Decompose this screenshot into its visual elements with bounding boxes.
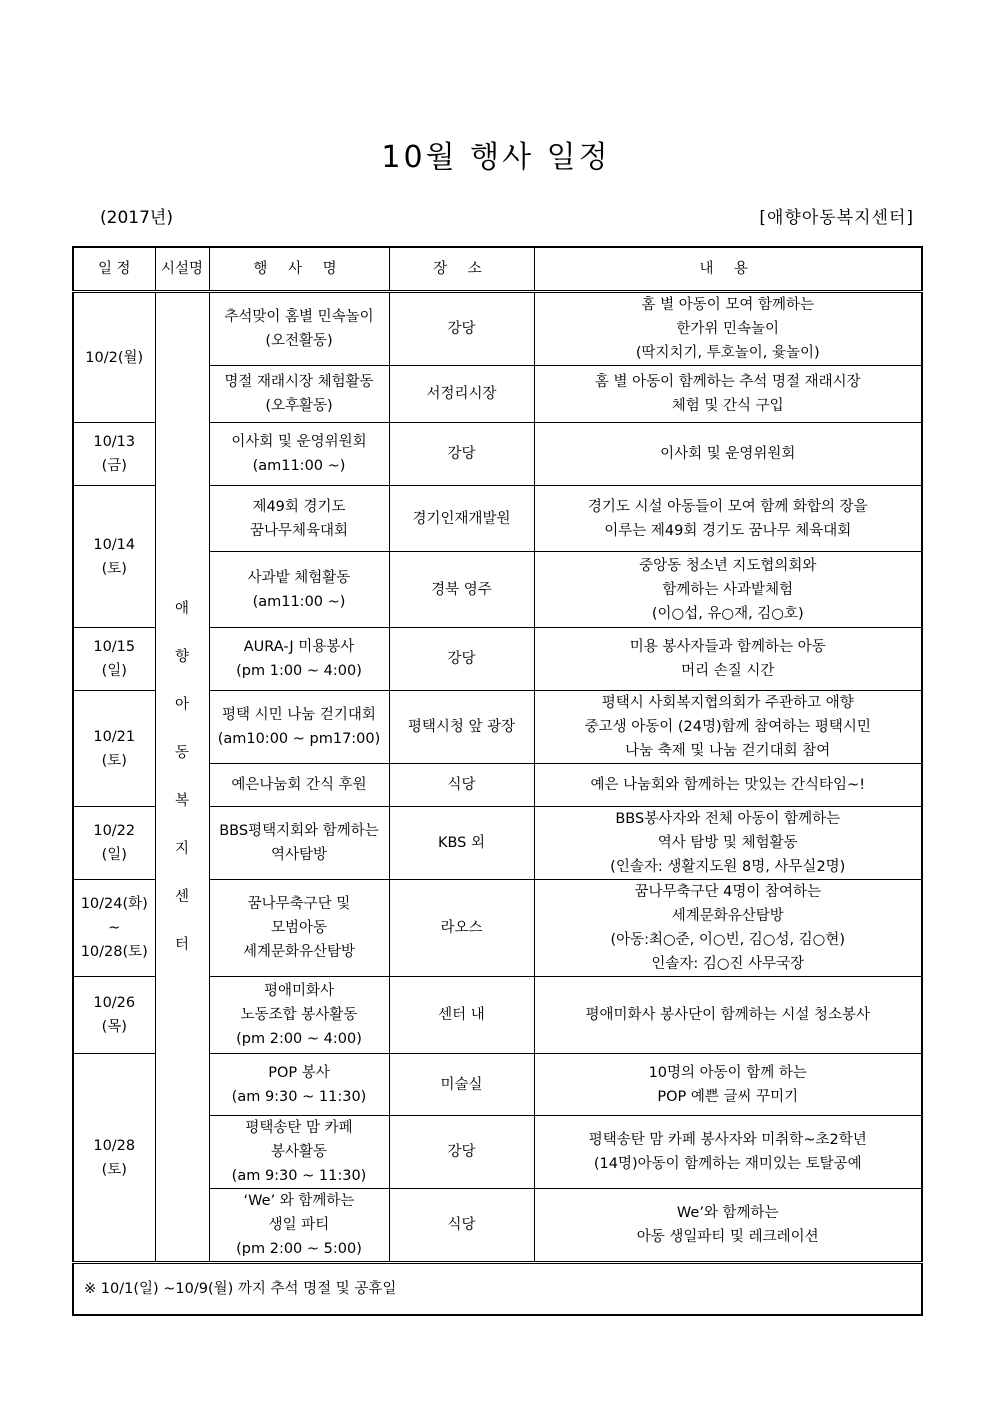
event-name-cell: 사과밭 체험활동 (am11:00 ~): [209, 552, 389, 628]
content-cell: 중앙동 청소년 지도협의회와 함께하는 사과밭체험 (이○섭, 유○재, 김○호): [534, 552, 922, 628]
date-cell: 10/24(화) ~ 10/28(토): [73, 880, 155, 977]
event-name-cell: BBS평택지회와 함께하는 역사탐방: [209, 807, 389, 880]
date-cell: 10/28 (토): [73, 1054, 155, 1263]
event-name-cell: 제49회 경기도 꿈나무체육대회: [209, 486, 389, 552]
event-name-cell: 평택 시민 나눔 걷기대회 (am10:00 ~ pm17:00): [209, 691, 389, 764]
place-cell: 서정리시장: [389, 366, 534, 423]
event-name-cell: ‘We’ 와 함께하는 생일 파티 (pm 2:00 ~ 5:00): [209, 1189, 389, 1263]
table-header-row: [73, 247, 922, 292]
date-cell: 10/21 (토): [73, 691, 155, 807]
content-cell: 평택송탄 맘 카페 봉사자와 미취학~초2학년 (14명)아동이 함께하는 재미있는 토탈공예: [534, 1116, 922, 1189]
header-date: 일 정: [73, 247, 155, 292]
date-cell: 10/14 (토): [73, 486, 155, 628]
date-cell: 10/15 (일): [73, 628, 155, 691]
place-cell: 강당: [389, 628, 534, 691]
content-cell: 홈 별 아동이 모여 함께하는 한가위 민속놀이 (딱지치기, 투호놀이, 윷놀이): [534, 292, 922, 366]
note-row: [73, 1263, 922, 1316]
date-cell: 10/13 (금): [73, 423, 155, 486]
schedule-table: [72, 246, 923, 1316]
event-name-cell: 예은나눔회 간식 후원: [209, 764, 389, 807]
content-cell: 이사회 및 운영위원회: [534, 423, 922, 486]
date-cell: 10/22 (일): [73, 807, 155, 880]
header-content: 내 용: [534, 247, 922, 292]
holiday-note: ※ 10/1(일) ~10/9(월) 까지 추석 명절 및 공휴일: [73, 1263, 922, 1316]
place-cell: 강당: [389, 423, 534, 486]
content-cell: BBS봉사자와 전체 아동이 함께하는 역사 탐방 및 체험활동 (인솔자: 생활지도원 8명, 사무실2명): [534, 807, 922, 880]
place-cell: 평택시청 앞 광장: [389, 691, 534, 764]
content-cell: We’와 함께하는 아동 생일파티 및 레크레이션: [534, 1189, 922, 1263]
place-cell: 강당: [389, 292, 534, 366]
content-cell: 꿈나무축구단 4명이 참여하는 세계문화유산탐방 (아동:최○준, 이○빈, 김○성, 김○현) 인솔자: 김○진 사무국장: [534, 880, 922, 977]
place-cell: 미술실: [389, 1054, 534, 1116]
content-cell: 예은 나눔회와 함께하는 맛있는 간식타임~!: [534, 764, 922, 807]
place-cell: 식당: [389, 764, 534, 807]
table-row: [73, 292, 922, 366]
header-facility: 시설명: [155, 247, 209, 292]
content-cell: 미용 봉사자들과 함께하는 아동 머리 손질 시간: [534, 628, 922, 691]
event-name-cell: 꿈나무축구단 및 모범아동 세계문화유산탐방: [209, 880, 389, 977]
place-cell: 경북 영주: [389, 552, 534, 628]
place-cell: KBS 외: [389, 807, 534, 880]
event-name-cell: 명절 재래시장 체험활동 (오후활동): [209, 366, 389, 423]
facility-cell: 애 향 아 동 복 지 센 터: [155, 292, 209, 1263]
header-place: 장 소: [389, 247, 534, 292]
content-cell: 홈 별 아동이 함께하는 추석 명절 재래시장 체험 및 간식 구입: [534, 366, 922, 423]
event-name-cell: 평택송탄 맘 카페 봉사활동 (am 9:30 ~ 11:30): [209, 1116, 389, 1189]
organization-label: [애향아동복지센터]: [759, 208, 914, 228]
content-cell: 10명의 아동이 함께 하는 POP 예쁜 글씨 꾸미기: [534, 1054, 922, 1116]
content-cell: 경기도 시설 아동들이 모여 함께 화합의 장을 이루는 제49회 경기도 꿈나무 체육대회: [534, 486, 922, 552]
event-name-cell: AURA-J 미용봉사 (pm 1:00 ~ 4:00): [209, 628, 389, 691]
content-cell: 평애미화사 봉사단이 함께하는 시설 청소봉사: [534, 977, 922, 1054]
place-cell: 강당: [389, 1116, 534, 1189]
place-cell: 식당: [389, 1189, 534, 1263]
date-cell: 10/26 (목): [73, 977, 155, 1054]
header-event: 행 사 명: [209, 247, 389, 292]
event-name-cell: 이사회 및 운영위원회 (am11:00 ~): [209, 423, 389, 486]
event-name-cell: 추석맞이 홈별 민속놀이 (오전활동): [209, 292, 389, 366]
content-cell: 평택시 사회복지협의회가 주관하고 애향 중고생 아동이 (24명)함께 참여하는 평택시민 나눔 축제 및 나눔 걷기대회 참여: [534, 691, 922, 764]
place-cell: 센터 내: [389, 977, 534, 1054]
place-cell: 경기인재개발원: [389, 486, 534, 552]
year-label: (2017년): [100, 208, 173, 228]
event-name-cell: 평애미화사 노동조합 봉사활동 (pm 2:00 ~ 4:00): [209, 977, 389, 1054]
page-title: 10월 행사 일정: [381, 140, 611, 175]
date-cell: 10/2(월): [73, 292, 155, 423]
place-cell: 라오스: [389, 880, 534, 977]
event-name-cell: POP 봉사 (am 9:30 ~ 11:30): [209, 1054, 389, 1116]
